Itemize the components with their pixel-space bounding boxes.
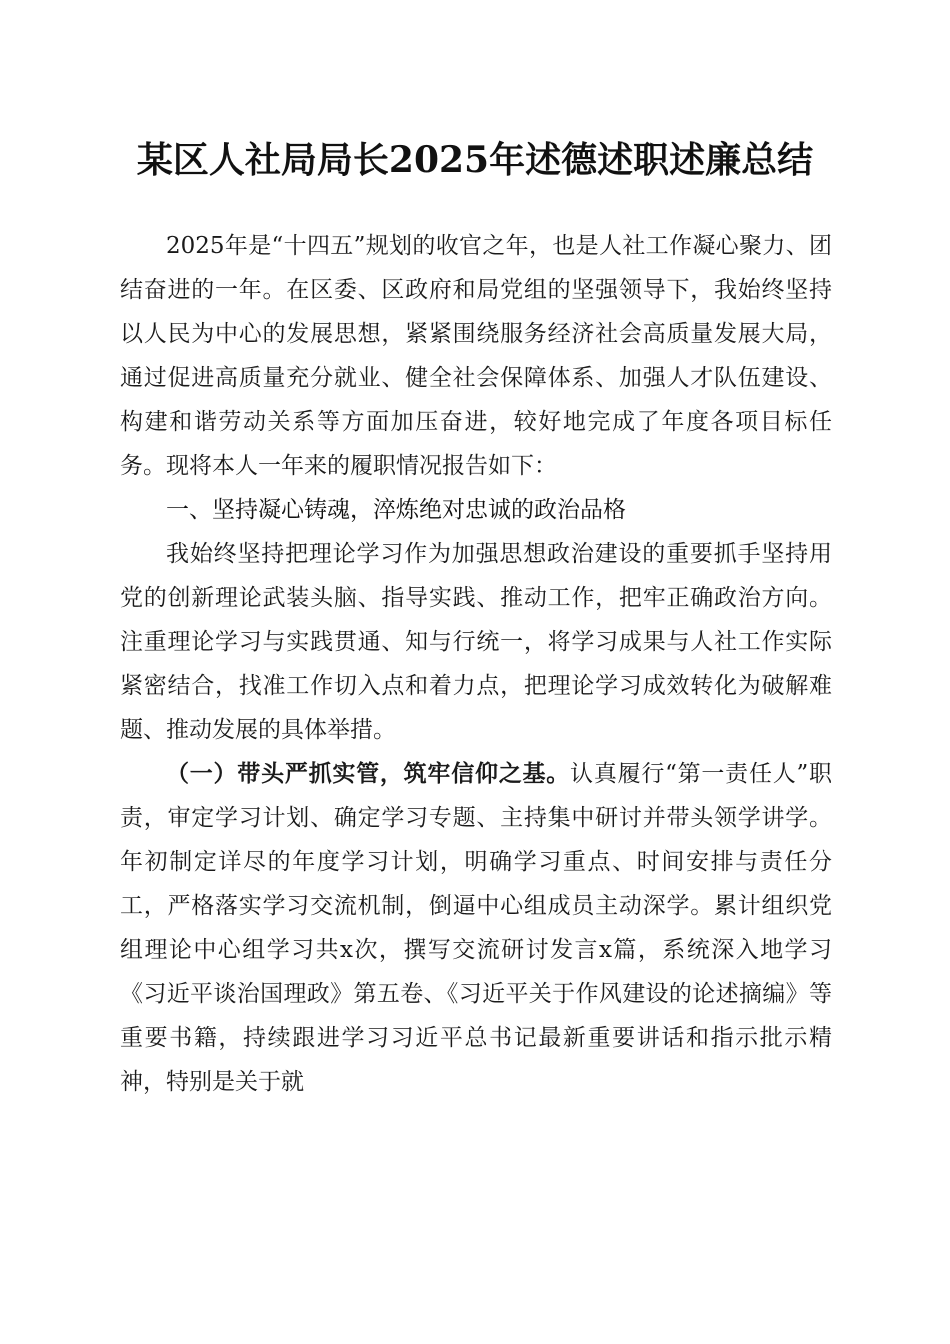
intro-paragraph: 2025年是“十四五”规划的收官之年，也是人社工作凝心聚力、团结奋进的一年。在区委、区政府和局党组的坚强领导下，我始终坚持以人民为中心的发展思想，紧紧围绕服务经济社会高质量发展大局，通过促进高质量充分就业、健全社会保障体系、加强人才队伍建设、构建和谐劳动关系等方面加压奋进，较好地完成了年度各项目标任务。现将本人一年来的履职情况报告如下： bbox=[120, 233, 832, 479]
subsection-1-text: 认真履行“第一责任人”职责，审定学习计划、确定学习专题、主持集中研讨并带头领学讲学。年初制定详尽的年度学习计划，明确学习重点、时间安排与责任分工，严格落实学习交流机制，倒逼中心组成员主动深学。累计组织党组理论中心组学习共x次，撰写交流研讨发言x篇，系统深入地学习《习近平谈治国理政》第五卷、《习近平关于作风建设的论述摘编》等重要书籍，持续跟进学习习近平总书记最新重要讲话和指示批示精神，特别是关于就 bbox=[120, 761, 832, 1095]
document-title: 某区人社局局长2025年述德述职述廉总结 bbox=[136, 139, 814, 181]
subsection-1-heading: （一）带头严抓实管，筑牢信仰之基。 bbox=[166, 760, 571, 787]
subsection-1-paragraph bbox=[120, 752, 832, 1104]
section-1-paragraph: 我始终坚持把理论学习作为加强思想政治建设的重要抓手坚持用党的创新理论武装头脑、指导实践、推动工作，把牢正确政治方向。注重理论学习与实践贯通、知与行统一，将学习成果与人社工作实际紧密结合，找准工作切入点和着力点，把理论学习成效转化为破解难题、推动发展的具体举措。 bbox=[120, 541, 832, 743]
document-body bbox=[120, 224, 832, 1104]
section-1-heading: 一、坚持凝心铸魂，淬炼绝对忠诚的政治品格 bbox=[166, 497, 626, 523]
